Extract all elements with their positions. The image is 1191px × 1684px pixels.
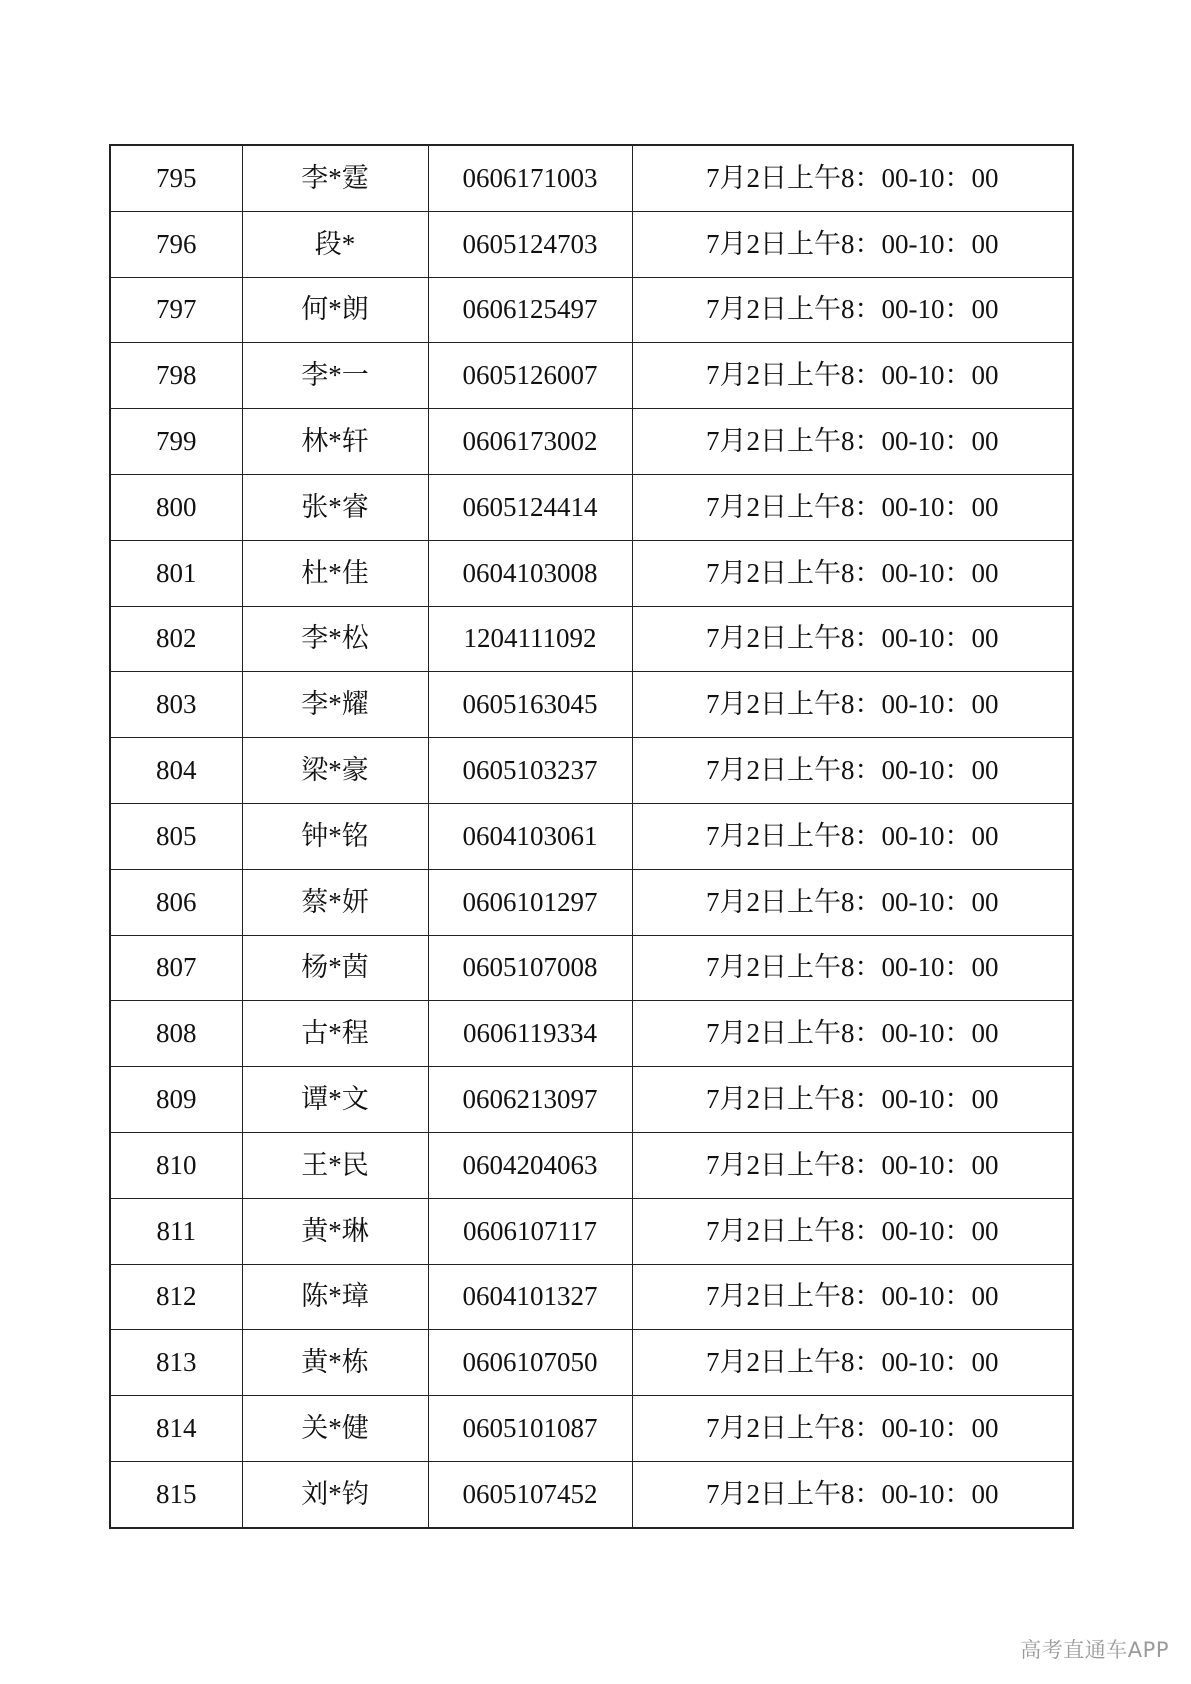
cell-seq: 796 <box>110 211 242 277</box>
cell-id: 0605101087 <box>428 1396 632 1462</box>
cell-seq: 804 <box>110 738 242 804</box>
cell-seq: 809 <box>110 1067 242 1133</box>
cell-time: 7月2日上午8：00-10：00 <box>632 343 1073 409</box>
table-row <box>110 343 1073 409</box>
cell-name: 杨*茵 <box>242 935 428 1001</box>
cell-name: 蔡*妍 <box>242 869 428 935</box>
cell-name: 段* <box>242 211 428 277</box>
table-row <box>110 935 1073 1001</box>
table-row <box>110 1001 1073 1067</box>
cell-name: 张*睿 <box>242 474 428 540</box>
cell-time: 7月2日上午8：00-10：00 <box>632 211 1073 277</box>
cell-seq: 801 <box>110 540 242 606</box>
cell-id: 0605126007 <box>428 343 632 409</box>
roster-table-body <box>110 145 1073 1528</box>
cell-name: 关*健 <box>242 1396 428 1462</box>
cell-time: 7月2日上午8：00-10：00 <box>632 409 1073 475</box>
table-row <box>110 540 1073 606</box>
table-row <box>110 1330 1073 1396</box>
cell-id: 0606107050 <box>428 1330 632 1396</box>
cell-name: 何*朗 <box>242 277 428 343</box>
cell-name: 杜*佳 <box>242 540 428 606</box>
cell-name: 李*霆 <box>242 145 428 211</box>
cell-id: 0605103237 <box>428 738 632 804</box>
cell-id: 0604103061 <box>428 803 632 869</box>
cell-seq: 812 <box>110 1264 242 1330</box>
cell-name: 古*程 <box>242 1001 428 1067</box>
cell-time: 7月2日上午8：00-10：00 <box>632 540 1073 606</box>
table-row <box>110 1132 1073 1198</box>
cell-time: 7月2日上午8：00-10：00 <box>632 1132 1073 1198</box>
cell-name: 王*民 <box>242 1132 428 1198</box>
table-row <box>110 672 1073 738</box>
cell-id: 0605107452 <box>428 1461 632 1527</box>
cell-name: 黄*琳 <box>242 1198 428 1264</box>
table-row <box>110 1067 1073 1133</box>
cell-id: 0604101327 <box>428 1264 632 1330</box>
cell-id: 0606173002 <box>428 409 632 475</box>
cell-seq: 808 <box>110 1001 242 1067</box>
cell-id: 0606125497 <box>428 277 632 343</box>
table-row <box>110 474 1073 540</box>
cell-id: 0606107117 <box>428 1198 632 1264</box>
cell-name: 钟*铭 <box>242 803 428 869</box>
table-row <box>110 606 1073 672</box>
cell-time: 7月2日上午8：00-10：00 <box>632 1330 1073 1396</box>
cell-seq: 802 <box>110 606 242 672</box>
cell-seq: 797 <box>110 277 242 343</box>
cell-name: 刘*钧 <box>242 1461 428 1527</box>
table-row <box>110 738 1073 804</box>
cell-time: 7月2日上午8：00-10：00 <box>632 672 1073 738</box>
cell-id: 0606213097 <box>428 1067 632 1133</box>
cell-id: 0605163045 <box>428 672 632 738</box>
cell-time: 7月2日上午8：00-10：00 <box>632 606 1073 672</box>
cell-time: 7月2日上午8：00-10：00 <box>632 1198 1073 1264</box>
table-row <box>110 211 1073 277</box>
cell-seq: 799 <box>110 409 242 475</box>
table-row <box>110 277 1073 343</box>
cell-seq: 814 <box>110 1396 242 1462</box>
cell-time: 7月2日上午8：00-10：00 <box>632 935 1073 1001</box>
cell-name: 陈*璋 <box>242 1264 428 1330</box>
cell-name: 李*一 <box>242 343 428 409</box>
cell-id: 0605124703 <box>428 211 632 277</box>
cell-seq: 810 <box>110 1132 242 1198</box>
cell-id: 0606119334 <box>428 1001 632 1067</box>
cell-name: 李*松 <box>242 606 428 672</box>
cell-name: 林*轩 <box>242 409 428 475</box>
cell-seq: 800 <box>110 474 242 540</box>
cell-seq: 806 <box>110 869 242 935</box>
cell-time: 7月2日上午8：00-10：00 <box>632 869 1073 935</box>
cell-time: 7月2日上午8：00-10：00 <box>632 1461 1073 1527</box>
cell-name: 谭*文 <box>242 1067 428 1133</box>
table-row <box>110 145 1073 211</box>
cell-id: 0604204063 <box>428 1132 632 1198</box>
cell-id: 0604103008 <box>428 540 632 606</box>
cell-id: 1204111092 <box>428 606 632 672</box>
table-row <box>110 1396 1073 1462</box>
cell-seq: 807 <box>110 935 242 1001</box>
cell-time: 7月2日上午8：00-10：00 <box>632 1396 1073 1462</box>
cell-seq: 813 <box>110 1330 242 1396</box>
cell-time: 7月2日上午8：00-10：00 <box>632 803 1073 869</box>
cell-id: 0606171003 <box>428 145 632 211</box>
cell-time: 7月2日上午8：00-10：00 <box>632 1264 1073 1330</box>
roster-table <box>109 144 1074 1529</box>
table-row <box>110 869 1073 935</box>
table-row <box>110 803 1073 869</box>
cell-seq: 815 <box>110 1461 242 1527</box>
cell-time: 7月2日上午8：00-10：00 <box>632 738 1073 804</box>
cell-time: 7月2日上午8：00-10：00 <box>632 145 1073 211</box>
table-row <box>110 1198 1073 1264</box>
cell-name: 黄*栋 <box>242 1330 428 1396</box>
watermark-text: 高考直通车APP <box>1020 1638 1169 1662</box>
cell-id: 0606101297 <box>428 869 632 935</box>
cell-id: 0605107008 <box>428 935 632 1001</box>
cell-time: 7月2日上午8：00-10：00 <box>632 474 1073 540</box>
cell-name: 梁*豪 <box>242 738 428 804</box>
cell-time: 7月2日上午8：00-10：00 <box>632 1067 1073 1133</box>
table-row <box>110 409 1073 475</box>
cell-seq: 798 <box>110 343 242 409</box>
table-row <box>110 1264 1073 1330</box>
cell-seq: 805 <box>110 803 242 869</box>
cell-seq: 795 <box>110 145 242 211</box>
cell-name: 李*耀 <box>242 672 428 738</box>
cell-seq: 803 <box>110 672 242 738</box>
cell-time: 7月2日上午8：00-10：00 <box>632 1001 1073 1067</box>
cell-id: 0605124414 <box>428 474 632 540</box>
table-row <box>110 1461 1073 1527</box>
cell-time: 7月2日上午8：00-10：00 <box>632 277 1073 343</box>
cell-seq: 811 <box>110 1198 242 1264</box>
